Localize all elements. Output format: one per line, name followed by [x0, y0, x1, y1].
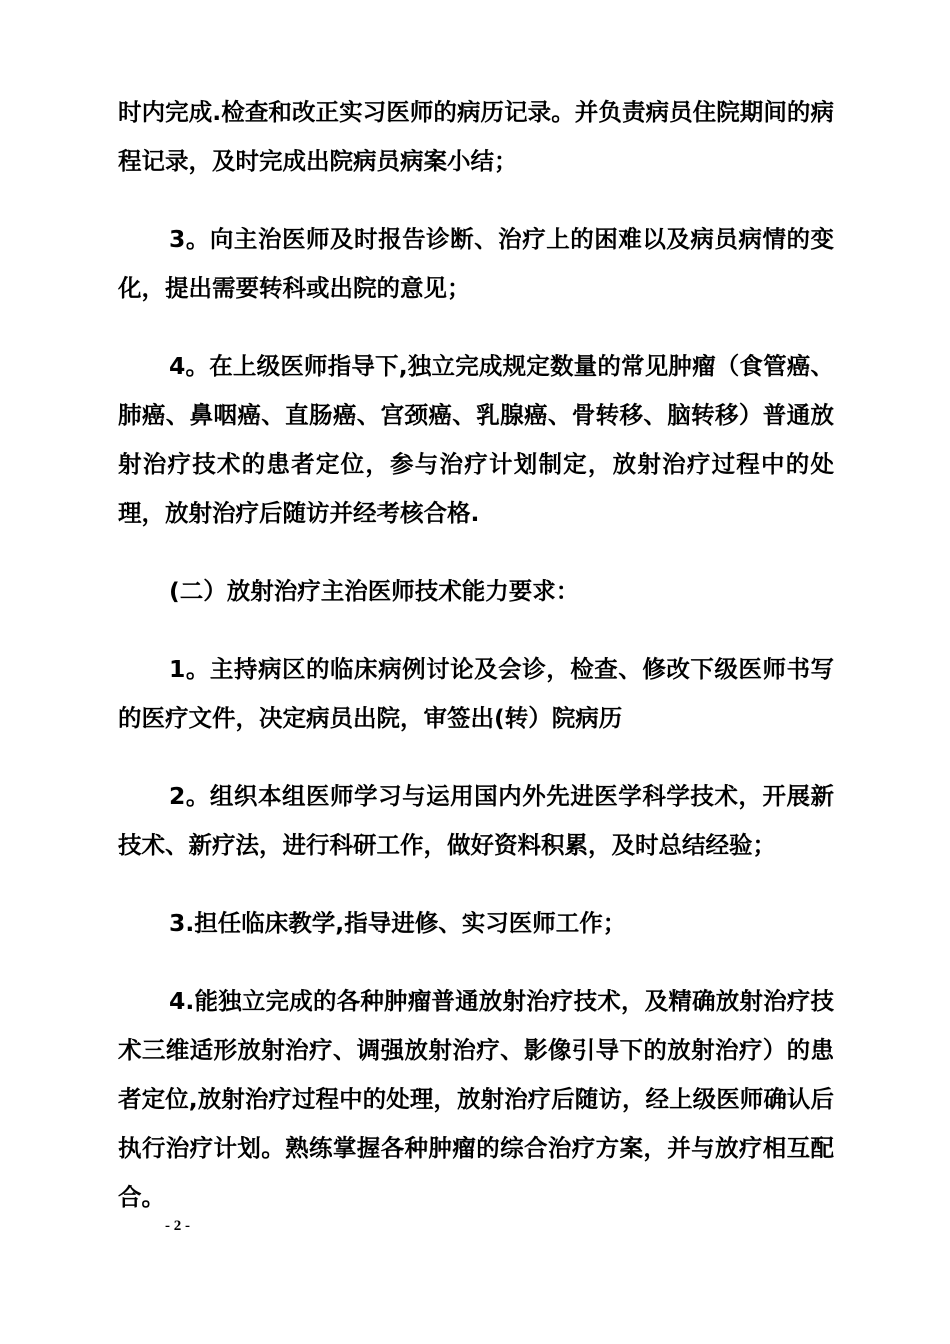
section-heading: (二）放射治疗主治医师技术能力要求：	[169, 577, 580, 605]
page-number: - 2 -	[165, 1218, 190, 1234]
paragraph-item-3: 3。向主治医师及时报告诊断、治疗上的困难以及病员病情的变化，提出需要转科或出院的意见；	[118, 225, 834, 302]
paragraph-item-4b: 4.能独立完成的各种肿瘤普通放射治疗技术，及精确放射治疗技术三维适形放射治疗、调强放射治疗、影像引导下的放射治疗）的患者定位,放射治疗过程中的处理，放射治疗后随访，经上级医师确认后执行治疗计划。熟练掌握各种肿瘤的综合治疗方案，并与放疗相互配合。	[118, 987, 834, 1211]
paragraph-item-2: 2。组织本组医师学习与运用国内外先进医学科学技术，开展新技术、新疗法，进行科研工作，做好资料积累，及时总结经验；	[118, 782, 834, 859]
paragraph-item-3b: 3.担任临床教学,指导进修、实习医师工作；	[169, 909, 627, 937]
paragraph-continuation: 时内完成.检查和改正实习医师的病历记录。并负责病员住院期间的病程记录，及时完成出院病员病案小结；	[118, 98, 834, 175]
paragraph-item-4: 4。在上级医师指导下,独立完成规定数量的常见肿瘤（食管癌、肺癌、鼻咽癌、直肠癌、宫颈癌、乳腺癌、骨转移、脑转移）普通放射治疗技术的患者定位，参与治疗计划制定，放射治疗过程中的处理，放射治疗后随访并经考核合格.	[118, 352, 834, 527]
document-body	[118, 88, 834, 1251]
paragraph-item-1: 1。主持病区的临床病例讨论及会诊，检查、修改下级医师书写的医疗文件，决定病员出院，审签出(转）院病历	[118, 655, 834, 732]
